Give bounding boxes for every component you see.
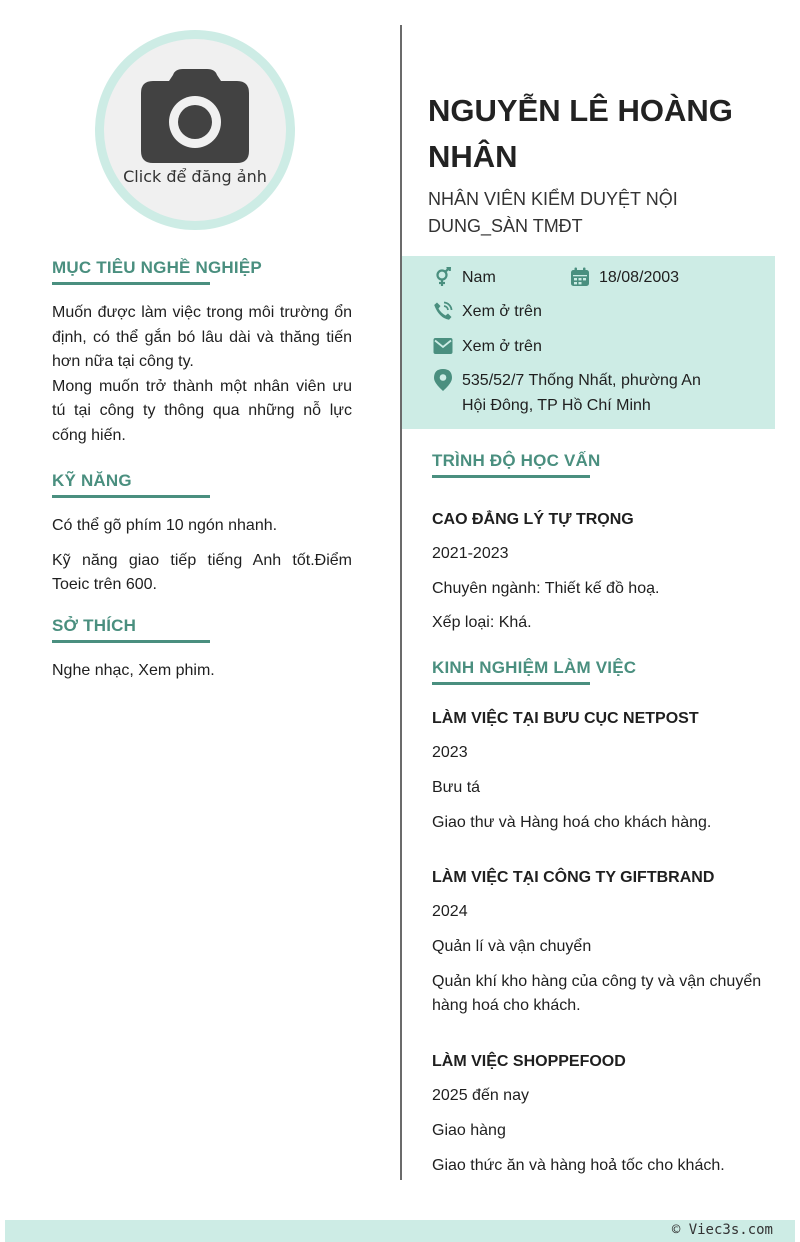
hobbies-section xyxy=(52,616,136,640)
phone-icon xyxy=(432,300,454,322)
email-value: Xem ở trên xyxy=(462,338,542,355)
email-row xyxy=(432,335,542,360)
education-school: CAO ĐẲNG LÝ TỰ TRỌNG xyxy=(432,511,634,528)
education-section xyxy=(432,451,600,475)
gender-row xyxy=(432,266,496,291)
education-major: Chuyên ngành: Thiết kế đồ hoạ. xyxy=(432,580,660,597)
mail-icon xyxy=(432,335,454,357)
address-row xyxy=(432,369,732,418)
birthday-row xyxy=(569,266,679,291)
skill-item: Có thể gõ phím 10 ngón nhanh. xyxy=(52,517,278,534)
job-year: 2025 đến nay xyxy=(432,1087,529,1104)
column-divider xyxy=(400,25,402,1180)
gender-value: Nam xyxy=(462,269,496,286)
job-position: Giao hàng xyxy=(432,1122,506,1139)
avatar-placeholder[interactable] xyxy=(104,39,286,221)
camera-icon xyxy=(141,69,249,163)
job-description: Giao thức ăn và hàng hoả tốc cho khách. xyxy=(432,1157,725,1174)
job-description: Giao thư và Hàng hoá cho khách hàng. xyxy=(432,814,712,831)
candidate-name: NGUYỄN LÊ HOÀNG NHÂN xyxy=(428,93,733,174)
footer-bar xyxy=(5,1220,795,1242)
education-years: 2021-2023 xyxy=(432,545,509,562)
gender-icon xyxy=(432,266,454,288)
objective-section xyxy=(52,258,262,282)
experience-entry xyxy=(432,869,762,1018)
avatar-caption: Click để đăng ảnh xyxy=(123,166,267,186)
experience-title: KINH NGHIỆM LÀM VIỆC xyxy=(432,658,636,682)
experience-entry xyxy=(432,1053,762,1178)
hobbies-text: Nghe nhạc, Xem phim. xyxy=(52,662,215,679)
hobbies-title: SỞ THÍCH xyxy=(52,616,136,640)
location-pin-icon xyxy=(432,369,454,391)
job-position: Bưu tá xyxy=(432,779,481,796)
objective-title: MỤC TIÊU NGHỀ NGHIỆP xyxy=(52,258,262,282)
phone-value: Xem ở trên xyxy=(462,303,542,320)
objective-text xyxy=(52,301,352,448)
footer-copyright[interactable]: © Viec3s.com xyxy=(671,1222,773,1238)
objective-paragraph-2: Mong muốn trở thành một nhân viên ưu tú tại công ty thông qua những nỗ lực cống hiến. xyxy=(52,377,352,444)
job-company: LÀM VIỆC TẠI CÔNG TY GIFTBRAND xyxy=(432,869,715,886)
experience-section xyxy=(432,658,636,682)
job-position: Quản lí và vận chuyển xyxy=(432,938,592,955)
education-entry xyxy=(432,511,762,635)
job-company: LÀM VIỆC TẠI BƯU CỤC NETPOST xyxy=(432,710,699,727)
calendar-icon xyxy=(569,266,591,288)
birthday-value: 18/08/2003 xyxy=(599,269,680,286)
education-grade: Xếp loại: Khá. xyxy=(432,614,532,631)
objective-paragraph-1: Muốn được làm việc trong môi trường ổn định, có thể gắn bó lâu dài và thăng tiến hơn nữa tại công ty. xyxy=(52,304,352,370)
education-title: TRÌNH ĐỘ HỌC VẤN xyxy=(432,451,600,475)
candidate-role: NHÂN VIÊN KIỂM DUYỆT NỘI DUNG_SÀN TMĐT xyxy=(428,189,678,236)
job-year: 2023 xyxy=(432,744,468,761)
experience-entry xyxy=(432,710,762,835)
contact-box xyxy=(402,256,775,429)
skills-text xyxy=(52,514,352,598)
phone-row xyxy=(432,300,542,325)
skills-title: KỸ NĂNG xyxy=(52,471,132,495)
job-company: LÀM VIỆC SHOPPEFOOD xyxy=(432,1053,626,1070)
job-year: 2024 xyxy=(432,903,468,920)
address-value: 535/52/7 Thống Nhất, phường An Hội Đông, TP Hồ Chí Minh xyxy=(462,372,701,414)
skills-section xyxy=(52,471,132,495)
job-description: Quản khí kho hàng của công ty và vận chuyển hàng hoá cho khách. xyxy=(432,973,762,1014)
avatar-upload[interactable] xyxy=(95,30,295,230)
skill-item: Kỹ năng giao tiếp tiếng Anh tốt.Điểm Toeic trên 600. xyxy=(52,551,352,593)
